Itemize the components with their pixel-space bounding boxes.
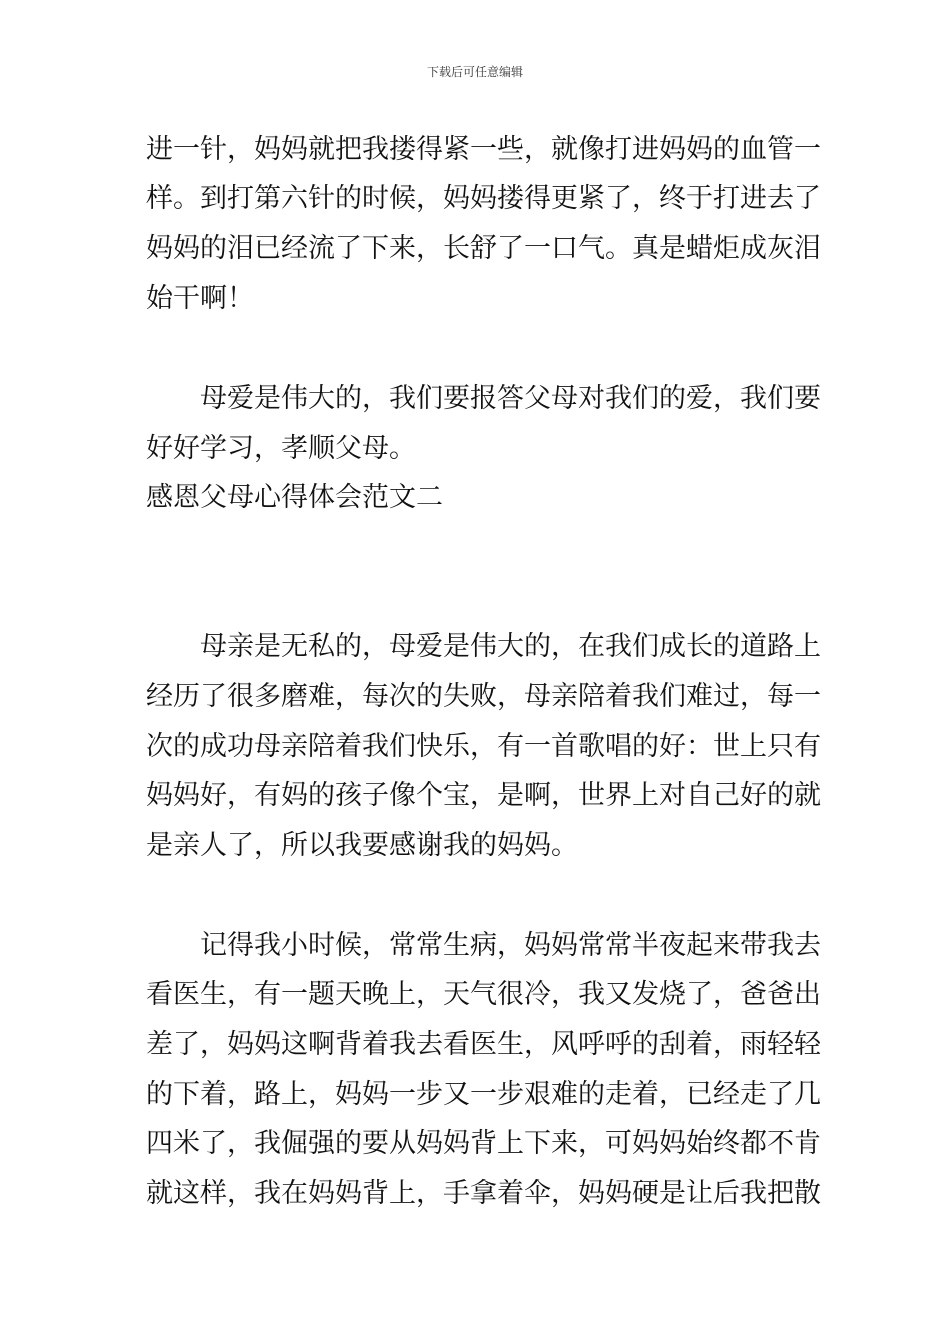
section-heading: 感恩父母心得体会范文二: [146, 482, 443, 513]
text-line: 次的成功母亲陪着我们快乐，有一首歌唱的好：世上只有: [146, 731, 821, 762]
text-line: 母爱是伟大的，我们要报答父母对我们的爱，我们要: [200, 383, 821, 414]
text-line: 始干啊！: [146, 283, 254, 314]
text-line: 四米了，我倔强的要从妈妈背上下来，可妈妈始终都不肯: [146, 1128, 821, 1159]
text-line: 经历了很多磨难，每次的失败，母亲陪着我们难过，每一: [146, 681, 821, 712]
text-line: 妈妈的泪已经流了下来，长舒了一口气。真是蜡炬成灰泪: [146, 233, 821, 264]
text-line: 妈妈好，有妈的孩子像个宝，是啊，世界上对自己好的就: [146, 780, 821, 811]
text-line: 就这样，我在妈妈背上，手拿着伞，妈妈硬是让后我把散: [146, 1178, 821, 1209]
text-line: 母亲是无私的，母爱是伟大的，在我们成长的道路上: [200, 631, 821, 662]
text-line: 差了，妈妈这啊背着我去看医生，风呼呼的刮着，雨轻轻: [146, 1029, 821, 1060]
text-line: 样。到打第六针的时候，妈妈搂得更紧了，终于打进去了: [146, 183, 821, 214]
text-line: 记得我小时候，常常生病，妈妈常常半夜起来带我去: [200, 930, 821, 961]
text-line: 的下着，路上，妈妈一步又一步艰难的走着，已经走了几: [146, 1079, 821, 1110]
text-line: 看医生，有一题天晚上，天气很冷，我又发烧了，爸爸出: [146, 979, 821, 1010]
page-header: 下载后可任意编辑: [426, 65, 523, 79]
text-line: 进一针，妈妈就把我搂得紧一些，就像打进妈妈的血管一: [146, 134, 821, 165]
text-line: 好好学习，孝顺父母。: [146, 433, 416, 464]
text-line: 是亲人了，所以我要感谢我的妈妈。: [146, 830, 578, 861]
